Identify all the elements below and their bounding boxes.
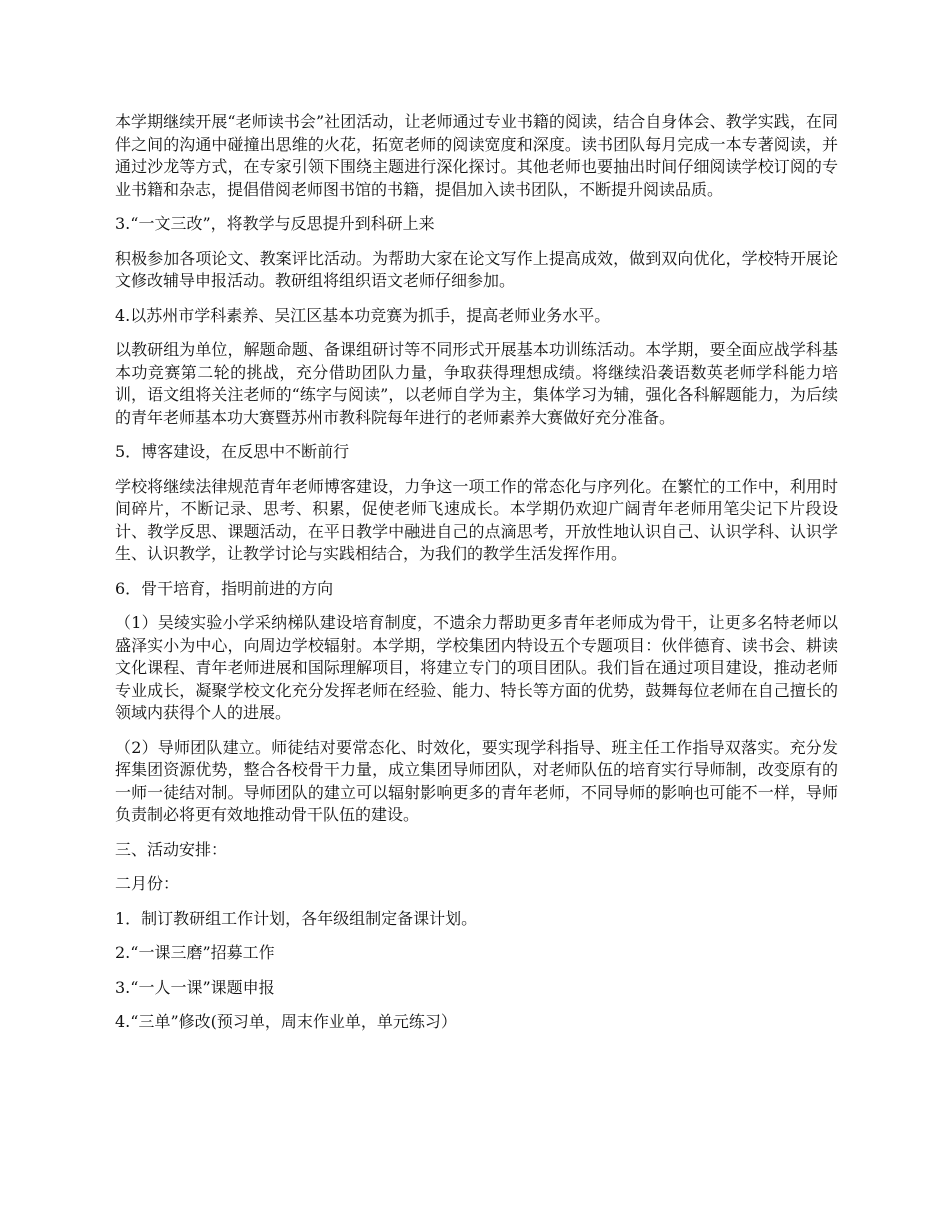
list-item-one-lesson-three-polish: 2.“一课三磨”招募工作	[115, 943, 275, 962]
paragraph-mentor-team: （2）导师团队建立。师徒结对要常态化、时效化，要实现学科指导、班主任工作指导双落实。充分发挥集团资源优势，整合各校骨干力量，成立集团导师团队，对老师队伍的培育实行导师制，改变原有的一师一徒结对制。导师团队的建立可以辐射影响更多的青年老师，不同导师的影响也可能不一样，导师负责制必将更有效地推动骨干队伍的建设。	[115, 737, 838, 824]
heading-blog-building: 5．博客建设，在反思中不断前行	[115, 442, 350, 461]
list-item-three-sheets: 4.“三单”修改(预习单，周末作业单，单元练习）	[115, 1012, 457, 1031]
document-body	[115, 111, 838, 1046]
heading-february: 二月份：	[115, 874, 180, 893]
list-item-one-person-one-lesson: 3.“一人一课”课题申报	[115, 977, 275, 997]
paragraph-paper-competition: 积极参加各项论文、教案评比活动。为帮助大家在论文写作上提高成效，做到双向优化，学校特开展论文修改辅导申报活动。教研组将组织语文老师仔细参加。	[115, 248, 838, 290]
paragraph-tiered-training: （1）吴绫实验小学采纳梯队建设培育制度，不遗余力帮助更多青年老师成为骨干，让更多名特老师以盛泽实小为中心，向周边学校辐射。本学期，学校集团内特设五个专题项目：伙伴德育、读书会、耕读文化课程、青年老师进展和国际理解项目，将建立专门的项目团队。我们旨在通过项目建设，推动老师专业成长，凝聚学校文化充分发挥老师在经验、能力、特长等方面的优势，鼓舞每位老师在自己擅长的领域内获得个人的进展。	[115, 613, 838, 722]
paragraph-basic-skills-training: 以教研组为单位，解题命题、备课组研讨等不同形式开展基本功训练活动。本学期，要全面应战学科基本功竞赛第二轮的挑战，充分借助团队力量，争取获得理想成绩。将继续沿袭语数英老师学科能力培训，语文组将关注老师的“练字与阅读”，以老师自学为主，集体学习为辅，强化各科解题能力，为后续的青年老师基本功大赛暨苏州市教科院每年进行的老师素养大赛做好充分准备。	[115, 340, 838, 427]
paragraph-blog-building: 学校将继续法律规范青年老师博客建设，力争这一项工作的常态化与序列化。在繁忙的工作中，利用时间碎片，不断记录、思考、积累，促使老师飞速成长。本学期仍欢迎广阔青年老师用笔尖记下片段设计、教学反思、课题活动，在平日教学中融进自己的点滴思考，开放性地认识自己、认识学科、认识学生、认识教学，让教学讨论与实践相结合，为我们的教学生活发挥作用。	[115, 476, 838, 563]
list-item-work-plan: 1．制订教研组工作计划，各年级组制定备课计划。	[115, 908, 478, 928]
heading-activity-schedule: 三、活动安排：	[115, 839, 228, 859]
heading-basic-skills-competition: 4.以苏州市学科素养、吴江区基本功竞赛为抓手，提高老师业务水平。	[115, 305, 611, 325]
heading-one-paper-three-revisions: 3.“一文三改”，将教学与反思提升到科研上来	[115, 214, 435, 233]
heading-backbone-training: 6．骨干培育，指明前进的方向	[115, 578, 334, 598]
paragraph-reading-club: 本学期继续开展“老师读书会”社团活动，让老师通过专业书籍的阅读，结合自身体会、教学实践，在同伴之间的沟通中碰撞出思维的火花，拓宽老师的阅读宽度和深度。读书团队每月完成一本专著阅读，并通过沙龙等方式，在专家引领下围绕主题进行深化探讨。其他老师也要抽出时间仔细阅读学校订阅的专业书籍和杂志，提倡借阅老师图书馆的书籍，提倡加入读书团队，不断提升阅读品质。	[115, 112, 838, 199]
